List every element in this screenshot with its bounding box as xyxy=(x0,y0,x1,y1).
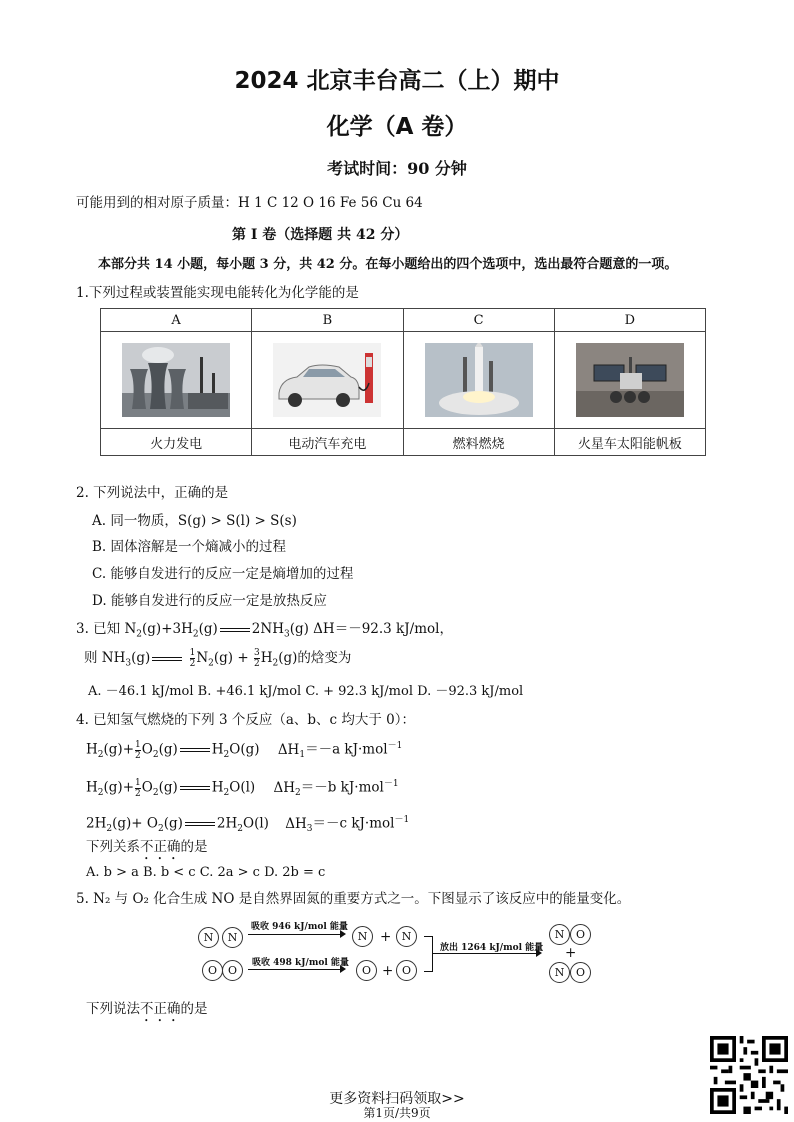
q4-reaction-2: $H_2(g)+$ $\frac{1}{2}$ $O_2(g)$ $H_2O(l)$ $\Delta H_2=-b$ kJ·mol$^{-1}$ xyxy=(86,777,399,799)
electric-car-charging-photo xyxy=(273,343,381,417)
q4-options: A. b > a B. b < c C. 2a > c D. 2b = c xyxy=(86,865,326,880)
plus-sign: + xyxy=(382,963,394,979)
power-plant-photo xyxy=(122,343,230,417)
fraction-one-half: $\frac{1}{2}$ xyxy=(189,648,196,669)
q1-header-a: A xyxy=(101,309,252,332)
plus-sign: + xyxy=(380,929,392,945)
mars-rover-photo xyxy=(576,343,684,417)
arrow-1 xyxy=(248,934,344,935)
exam-time: 考试时间：90 分钟 xyxy=(327,159,467,178)
plus-sign: + xyxy=(565,945,577,961)
bracket xyxy=(424,936,433,972)
q2-stem: 2. 下列说法中，正确的是 xyxy=(76,485,229,501)
q4-reaction-1: $H_2(g)+$ $\frac{1}{2}$ $O_2(g)$ $H_2O(g)$ $\Delta H_1=-a$ kJ·mol$^{-1}$ xyxy=(86,739,403,761)
q1-caption-a: 火力发电 xyxy=(101,429,252,456)
q1-caption-c: 燃料燃烧 xyxy=(403,429,554,456)
q1-caption-b: 电动汽车充电 xyxy=(252,429,403,456)
equals-sign xyxy=(152,657,182,661)
part1-title: 第 I 卷（选择题 共 42 分） xyxy=(232,227,409,243)
q3-options: A. －46.1 kJ/mol B. +46.1 kJ/mol C. + 92.3 kJ/mol D. －92.3 kJ/mol xyxy=(88,684,524,699)
atom-o: O xyxy=(202,960,223,981)
atom-o: O xyxy=(570,924,591,945)
q5-question: 下列说法不正确的是 xyxy=(86,1001,208,1017)
release-1264-label: 放出 1264 kJ/mol 能量 xyxy=(440,943,544,953)
absorb-946-label: 吸收 946 kJ/mol 能量 xyxy=(251,922,348,932)
q3-stem: 3. 已知 $N_2(g)+3H_2(g)$ $2NH_3(g)$ ΔH＝－92.3 kJ/mol， xyxy=(76,621,453,640)
atom-n: N xyxy=(222,927,243,948)
more-resources-link[interactable]: 更多资料扫码领取>> xyxy=(329,1091,465,1107)
atomic-masses: 可能用到的相对原子质量：H 1 C 12 O 16 Fe 56 Cu 64 xyxy=(76,195,423,211)
q4-stem: 4. 已知氢气燃烧的下列 3 个反应（a、b、c 均大于 0）： xyxy=(76,712,416,728)
q1-stem: 1.下列过程或装置能实现电能转化为化学能的是 xyxy=(76,285,359,301)
rocket-launch-photo xyxy=(425,343,533,417)
exam-title: 2024 北京丰台高二（上）期中 xyxy=(234,68,560,94)
arrow-2 xyxy=(248,969,344,970)
atom-o: O xyxy=(356,960,377,981)
arrowhead-1 xyxy=(340,930,346,938)
atom-n: N xyxy=(549,962,570,983)
equilibrium-sign xyxy=(220,628,250,632)
part1-instruction: 本部分共 14 小题，每小题 3 分，共 42 分。在每小题给出的四个选项中，选出最符合题意的一项。 xyxy=(98,257,678,272)
q2-option-a: A. 同一物质，S(g) > S(l) > S(s) xyxy=(92,513,297,529)
atom-o: O xyxy=(222,960,243,981)
page-number: 第1页/共9页 xyxy=(363,1106,431,1120)
q2-option-b: B. 固体溶解是一个熵减小的过程 xyxy=(92,539,287,555)
arrowhead-2 xyxy=(340,965,346,973)
q4-question: 下列关系不正确的是 xyxy=(86,839,208,855)
arrow-3 xyxy=(432,953,540,954)
absorb-498-label: 吸收 498 kJ/mol 能量 xyxy=(252,958,349,968)
arrowhead-3 xyxy=(536,949,542,957)
q1-header-b: B xyxy=(252,309,403,332)
q1-header-d: D xyxy=(554,309,705,332)
q2-option-d: D. 能够自发进行的反应一定是放热反应 xyxy=(92,593,327,609)
q1-options-table xyxy=(100,308,706,456)
q1-header-c: C xyxy=(403,309,554,332)
fraction-three-halves: $\frac{3}{2}$ xyxy=(253,648,260,669)
subject-title: 化学（A 卷） xyxy=(326,114,468,140)
q2-option-c: C. 能够自发进行的反应一定是熵增加的过程 xyxy=(92,566,354,582)
atom-n: N xyxy=(198,927,219,948)
atom-o: O xyxy=(570,962,591,983)
q3-line2: 则 $NH_3(g)$ $\frac{1}{2}$ $N_2(g)$ + $\frac{3}{2}$ $H_2(g)$的焓变为 xyxy=(84,648,352,669)
q4-reaction-3: $2H_2(g)+ O_2(g)$ $2H_2O(l)$ $\Delta H_3=-c$ kJ·mol$^{-1}$ xyxy=(86,815,410,835)
atom-n: N xyxy=(396,926,417,947)
atom-n: N xyxy=(549,924,570,945)
atom-n: N xyxy=(352,926,373,947)
q1-caption-d: 火星车太阳能帆板 xyxy=(554,429,705,456)
q5-stem: 5. N₂ 与 O₂ 化合生成 NO 是自然界固氮的重要方式之一。下图显示了该反应中的能量变化。 xyxy=(76,891,631,907)
atom-o: O xyxy=(396,960,417,981)
